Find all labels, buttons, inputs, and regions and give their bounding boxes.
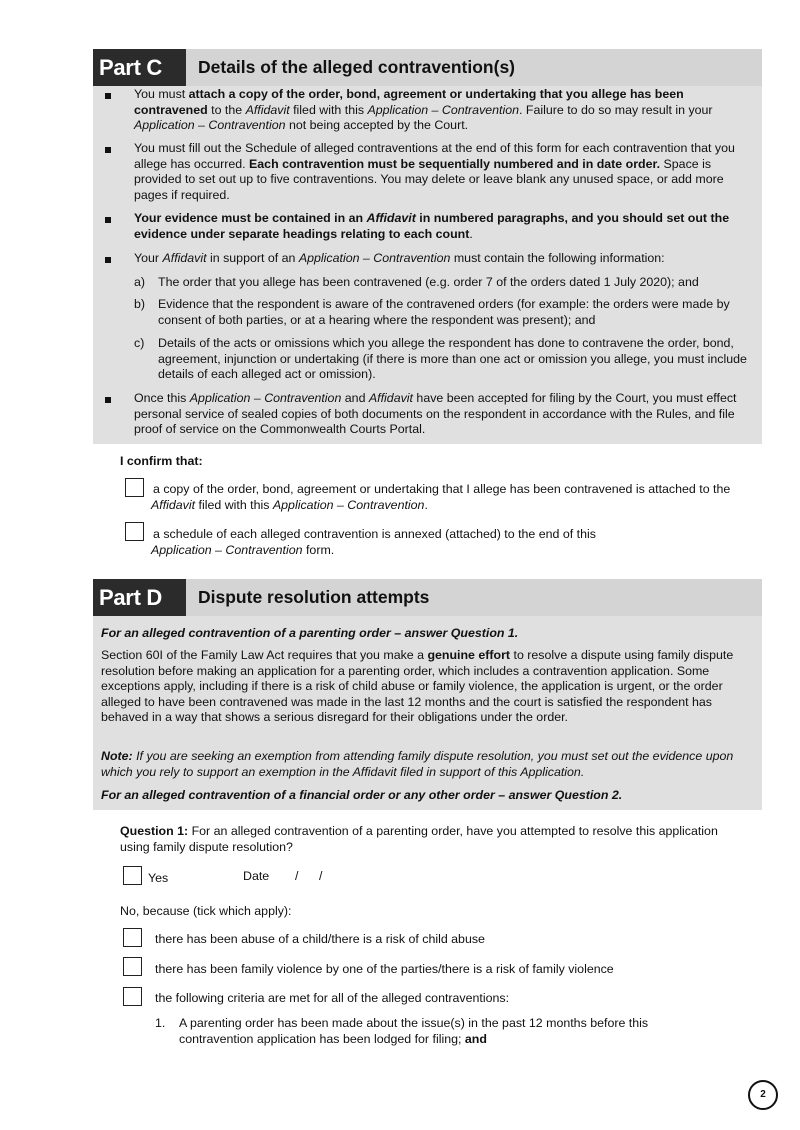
instruction-schedule: You must fill out the Schedule of alleged contraventions at the end of this form for each contravention that you allege has occurred. Each contravention must be sequentially numbered and in date order. Space is provided to set out up to five contraventions. You may delete or leave blank any unused space, or add more pages if required. <box>134 141 735 202</box>
part-c-header <box>93 49 762 86</box>
criteria-met-option: the following criteria are met for all of the alleged contraventions: <box>155 991 510 1005</box>
no-because-label: No, because (tick which apply): <box>120 904 292 918</box>
bullet-icon <box>105 93 111 99</box>
bullet-icon <box>105 217 111 223</box>
part-d-title: Dispute resolution attempts <box>198 587 430 607</box>
affidavit-item-a: The order that you allege has been contravened (e.g. order 7 of the orders dated 1 July 2020); and <box>158 275 699 289</box>
confirm-order-attached-text: a copy of the order, bond, agreement or undertaking that I allege has been contravened is attached to the Affidavit filed with this Application – Contravention. <box>151 482 731 512</box>
child-abuse-checkbox[interactable] <box>123 928 142 947</box>
part-d-header <box>93 579 762 616</box>
affidavit-item-b-label: b) <box>134 297 146 311</box>
criteria-met-checkbox[interactable] <box>123 987 142 1006</box>
yes-checkbox[interactable] <box>123 866 142 885</box>
instruction-attach-order: You must attach a copy of the order, bond, agreement or undertaking that you allege has been contravened to the Affidavit filed with this Application – Contravention. Failure to do so may result in your Application – Contravention not being accepted by the Court. <box>134 87 713 132</box>
financial-order-intro: For an alleged contravention of a financial order or any other order – answer Question 2. <box>101 788 623 802</box>
family-violence-option: there has been family violence by one of the parties/there is a risk of family violence <box>155 962 614 976</box>
criteria-1-text: A parenting order has been made about the issue(s) in the past 12 months before this contravention application has been lodged for filing; and <box>179 1016 649 1046</box>
part-d-tag: Part D <box>93 579 186 616</box>
affidavit-item-b: Evidence that the respondent is aware of the contravened orders (for example: the orders were made by consent of both parties, or at a hearing where the respondent was present); and <box>158 297 730 327</box>
criteria-number: 1. <box>155 1016 166 1030</box>
confirm-schedule-annexed-text: a schedule of each alleged contravention is annexed (attached) to the end of this Application – Contravention form. <box>151 527 596 557</box>
instruction-evidence: Your evidence must be contained in an Affidavit in numbered paragraphs, and you should set out the evidence under separate headings relating to each count. <box>134 211 730 241</box>
confirm-heading: I confirm that: <box>120 454 203 468</box>
bullet-icon <box>105 147 111 153</box>
instruction-affidavit-info: Your Affidavit in support of an Application – Contravention must contain the following information: <box>134 251 665 265</box>
exemption-note: Note: If you are seeking an exemption from attending family dispute resolution, you must set out the evidence upon which you rely to support an exemption in the Affidavit filed in support of this Application. <box>101 749 734 779</box>
yes-label: Yes <box>148 871 169 885</box>
date-label: Date <box>243 869 270 883</box>
section-60i-paragraph: Section 60I of the Family Law Act requires that you make a genuine effort to resolve a dispute using family dispute resolution before making an application for a parenting order, which includes a contravention application. Some exceptions apply, including if there is a risk of child abuse or family violence, the application is urgent, or the order alleged to have been contravened was made in the last 12 months and the court is satisfied the respondent has behaved in a way that shows a serious disregard for their obligations under the order. <box>101 648 734 724</box>
date-field[interactable] <box>285 869 335 885</box>
part-d-instructions <box>93 616 762 810</box>
confirm-schedule-annexed-checkbox[interactable] <box>125 522 144 541</box>
instruction-service: Once this Application – Contravention and Affidavit have been accepted for filing by the Court, you must effect personal service of sealed copies of both documents on the respondent in accordance with the Rules, and file proof of service on the Commonwealth Courts Portal. <box>134 391 737 436</box>
parenting-order-intro: For an alleged contravention of a parenting order – answer Question 1. <box>101 626 519 640</box>
affidavit-item-c: Details of the acts or omissions which you allege the respondent has done to contravene the order, bond, agreement, injunction or undertaking (if there is more than one act or omission you allege, you must include details of each alleged act or omission). <box>158 336 747 381</box>
bullet-icon <box>105 397 111 403</box>
date-separator: / <box>319 869 323 883</box>
family-violence-checkbox[interactable] <box>123 957 142 976</box>
bullet-icon <box>105 257 111 263</box>
part-c-instructions <box>93 86 762 444</box>
date-separator: / <box>295 869 299 883</box>
affidavit-item-a-label: a) <box>134 275 146 289</box>
affidavit-item-c-label: c) <box>134 336 145 350</box>
confirm-order-attached-checkbox[interactable] <box>125 478 144 497</box>
question-1: Question 1: For an alleged contravention of a parenting order, have you attempted to resolve this application using family dispute resolution? <box>120 824 718 854</box>
child-abuse-option: there has been abuse of a child/there is a risk of child abuse <box>155 932 485 946</box>
part-c-title: Details of the alleged contravention(s) <box>198 57 515 77</box>
page-number: 2 <box>748 1080 778 1110</box>
part-c-tag: Part C <box>93 49 186 86</box>
